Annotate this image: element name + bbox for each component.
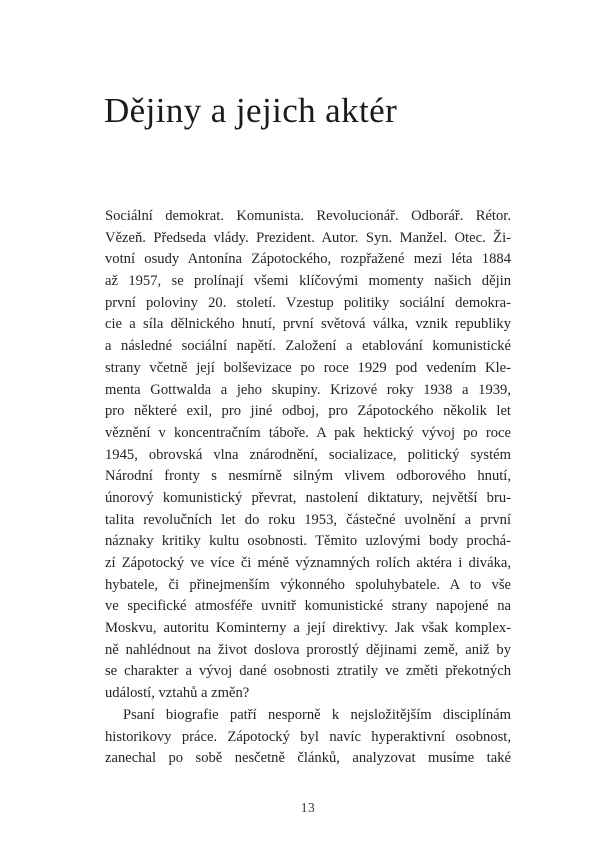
text-line: pro některé exil, pro jiné odboj, pro Zápotockého několik let: [105, 403, 511, 420]
text-line: historikovy práce. Zápotocký byl navíc hyperaktivní osobnost,: [105, 728, 511, 745]
text-line: hybatele, či přinejmenším výkonného spoluhybatele. A to vše: [105, 576, 511, 593]
text-line: únorový komunistický převrat, nastolení diktatury, největší bru-: [105, 489, 511, 506]
text-line: votní osudy Antonína Zápotockého, rozpřažené mezi léta 1884: [105, 251, 511, 268]
text-line: ně nahlédnout na život doslova prorostlý dějinami země, aniž by: [105, 641, 511, 658]
text-line: náznaky kritiky kultu osobnosti. Těmito uzlovými body prochá-: [105, 533, 511, 550]
text-line: 1945, obrovská vlna znárodnění, socializace, politický systém: [105, 446, 511, 463]
text-line: strany včetně její bolševizace po roce 1929 pod vedením Kle-: [105, 359, 511, 376]
page-number: 13: [300, 800, 316, 815]
text-line: a následné sociální napětí. Založení a etablování komunistické: [105, 338, 511, 355]
text-line: Sociální demokrat. Komunista. Revolucionář. Odborář. Rétor.: [105, 208, 511, 224]
paragraph: [105, 705, 511, 770]
text-line: talita revolučních let do roku 1953, částečné uvolnění a první: [105, 511, 511, 528]
text-line: Moskvu, autoritu Kominterny a její direktivy. Jak však komplex-: [105, 620, 511, 637]
body-text: [105, 206, 511, 770]
text-line: věznění v koncentračním táboře. A pak hektický vývoj po roce: [105, 424, 511, 441]
text-line: Vězeň. Předseda vlády. Prezident. Autor. Syn. Manžel. Otec. Ži-: [105, 229, 511, 246]
text-line: událostí, vztahů a změn?: [105, 685, 250, 702]
text-line: se charakter a vývoj dané osobnosti ztratily ve změti překotných: [105, 663, 511, 680]
text-line: cie a síla dělnického hnutí, první světová válka, vznik republiky: [105, 316, 511, 333]
text-line: Psaní biografie patří nesporně k nejsložitějším disciplínám: [123, 706, 511, 723]
paragraph: [105, 206, 511, 705]
text-line: menta Gottwalda a jeho skupiny. Krizové roky 1938 a 1939,: [105, 381, 511, 398]
chapter-title: Dějiny a jejich aktér: [104, 91, 398, 131]
text-line: zanechal po sobě nesčetně článků, analyzovat musíme také: [105, 750, 511, 767]
text-line: první poloviny 20. století. Vzestup politiky sociální demokra-: [105, 294, 511, 311]
text-line: Národní fronty s nesmírně silným vlivem odborového hnutí,: [105, 468, 511, 485]
text-line: až 1957, se prolínají všemi klíčovými momenty našich dějin: [105, 273, 511, 290]
text-line: zí Zápotocký ve více či méně významných rolích aktéra i diváka,: [105, 555, 511, 571]
text-line: ve specifické atmosféře uvnitř komunistické strany napojené na: [105, 598, 511, 615]
